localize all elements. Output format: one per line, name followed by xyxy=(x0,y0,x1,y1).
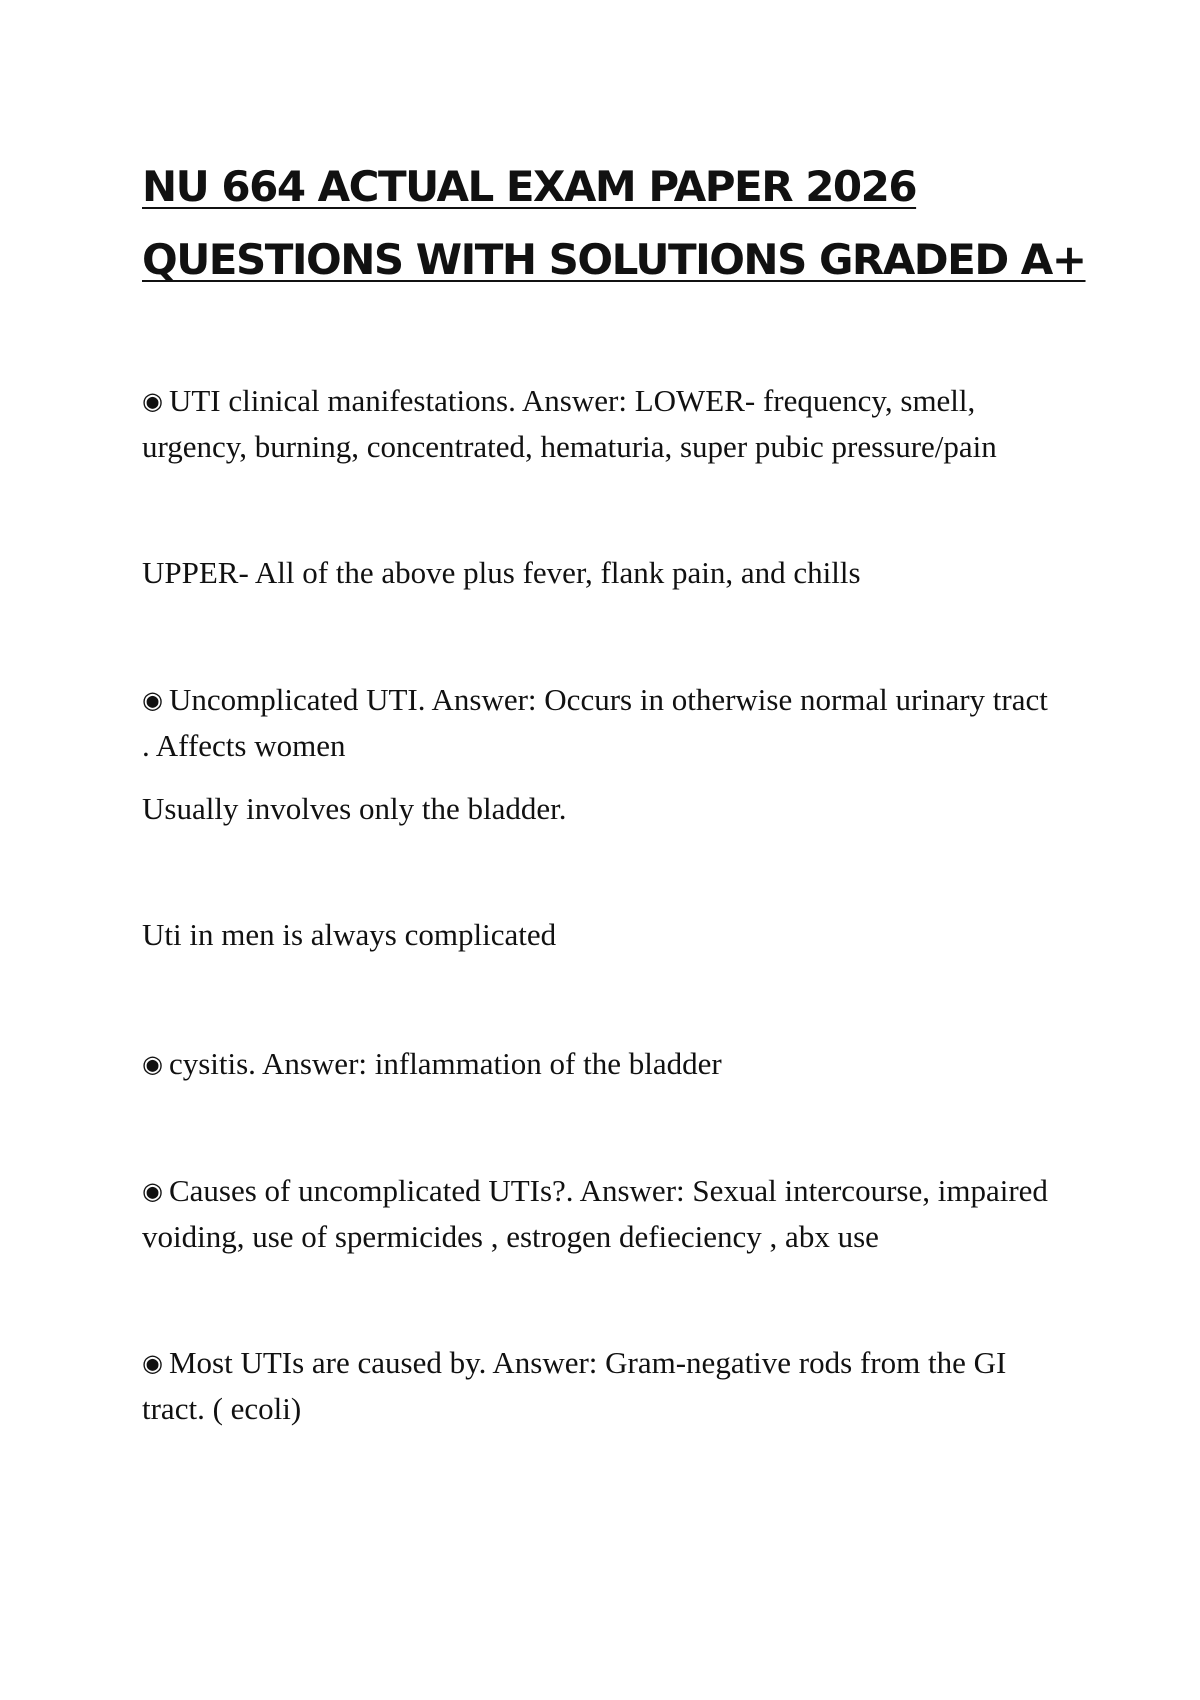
bullet-icon: ◉ xyxy=(142,387,163,415)
question-text: Uncomplicated UTI. Answer: Occurs in otherwise normal urinary tract . Affects women xyxy=(142,682,1048,763)
question-causes-uncomplicated xyxy=(142,1168,1062,1260)
bullet-icon: ◉ xyxy=(142,1349,163,1377)
question-uncomplicated-uti xyxy=(142,677,1062,769)
answer-text: UPPER- All of the above plus fever, flank pain, and chills xyxy=(142,555,861,590)
question-text: Causes of uncomplicated UTIs?. Answer: Sexual intercourse, impaired voiding, use of spermicides , estrogen defieciency , abx use xyxy=(142,1173,1048,1254)
question-uti-manifestations xyxy=(142,378,1062,470)
title-line-1: NU 664 ACTUAL EXAM PAPER 2026 xyxy=(142,162,917,211)
question-text: cysitis. Answer: inflammation of the bladder xyxy=(168,1046,722,1081)
answer-uti-men xyxy=(142,912,1062,958)
question-most-utis-cause xyxy=(142,1340,1062,1432)
question-text: Most UTIs are caused by. Answer: Gram-negative rods from the GI tract. ( ecoli) xyxy=(142,1345,1007,1426)
bullet-icon: ◉ xyxy=(142,1050,163,1078)
bullet-icon: ◉ xyxy=(142,686,163,714)
answer-bladder-only xyxy=(142,786,1062,832)
question-text: UTI clinical manifestations. Answer: LOWER- frequency, smell, urgency, burning, concentrated, hematuria, super pubic pressure/pain xyxy=(142,383,997,464)
answer-text: Usually involves only the bladder. xyxy=(142,791,567,826)
question-cystitis xyxy=(142,1041,1062,1087)
answer-text: Uti in men is always complicated xyxy=(142,917,557,952)
bullet-icon: ◉ xyxy=(142,1177,163,1205)
document-title xyxy=(142,150,1086,296)
title-line-2: QUESTIONS WITH SOLUTIONS GRADED A+ xyxy=(142,235,1086,284)
answer-upper-uti xyxy=(142,550,1062,596)
